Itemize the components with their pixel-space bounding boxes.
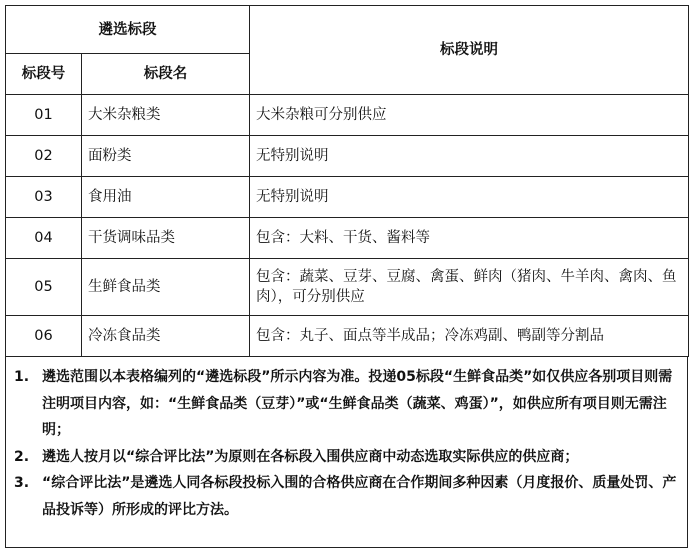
row-name: 生鲜食品类 [82,259,250,316]
row-name: 食用油 [82,177,250,218]
note-index: 2. [14,448,30,465]
row-desc: 包含：丸子、面点等半成品；冷冻鸡副、鸭副等分割品 [250,316,689,357]
table-row [6,316,689,357]
group-title-cell: 遴选标段 [6,6,250,54]
row-name: 大米杂粮类 [82,95,250,136]
note-item [14,444,677,471]
table-row [6,177,689,218]
row-number: 03 [6,177,82,218]
row-desc: 包含：蔬菜、豆芽、豆腐、禽蛋、鲜肉（猪肉、牛羊肉、禽肉、鱼肉），可分别供应 [250,259,689,316]
note-item [14,364,677,444]
row-number: 05 [6,259,82,316]
row-number: 01 [6,95,82,136]
table-row [6,136,689,177]
row-desc: 包含：大料、干货、酱料等 [250,218,689,259]
table-row [6,218,689,259]
table-row [6,259,689,316]
note-text: 遴选范围以本表格编列的“遴选标段”所示内容为准。投递05标段“生鲜食品类”如仅供应各别项目则需注明项目内容，如：“生鲜食品类（豆芽）”或“生鲜食品类（蔬菜、鸡蛋）”，如供应所有项目则无需注明； [42,369,673,438]
note-text: 遴选人按月以“综合评比法”为原则在各标段入围供应商中动态选取实际供应的供应商； [42,448,579,465]
row-number: 04 [6,218,82,259]
notes-box [5,356,688,548]
row-name: 干货调味品类 [82,218,250,259]
note-text: “综合评比法”是遴选人同各标段投标入围的合格供应商在合作期间多种因素（月度报价、质量处罚、产品投诉等）所形成的评比方法。 [42,475,677,518]
note-index: 1. [14,369,30,385]
col-desc-header: 标段说明 [250,6,689,95]
row-name: 冷冻食品类 [82,316,250,357]
col-name-header: 标段名 [82,54,250,95]
row-number: 06 [6,316,82,357]
table-row [6,95,689,136]
row-desc: 无特别说明 [250,177,689,218]
row-desc: 大米杂粮可分别供应 [250,95,689,136]
note-item [14,470,677,523]
row-desc: 无特别说明 [250,136,689,177]
row-name: 面粉类 [82,136,250,177]
bid-section-table [5,5,689,357]
row-number: 02 [6,136,82,177]
col-number-header: 标段号 [6,54,82,95]
note-index: 3. [14,475,30,491]
